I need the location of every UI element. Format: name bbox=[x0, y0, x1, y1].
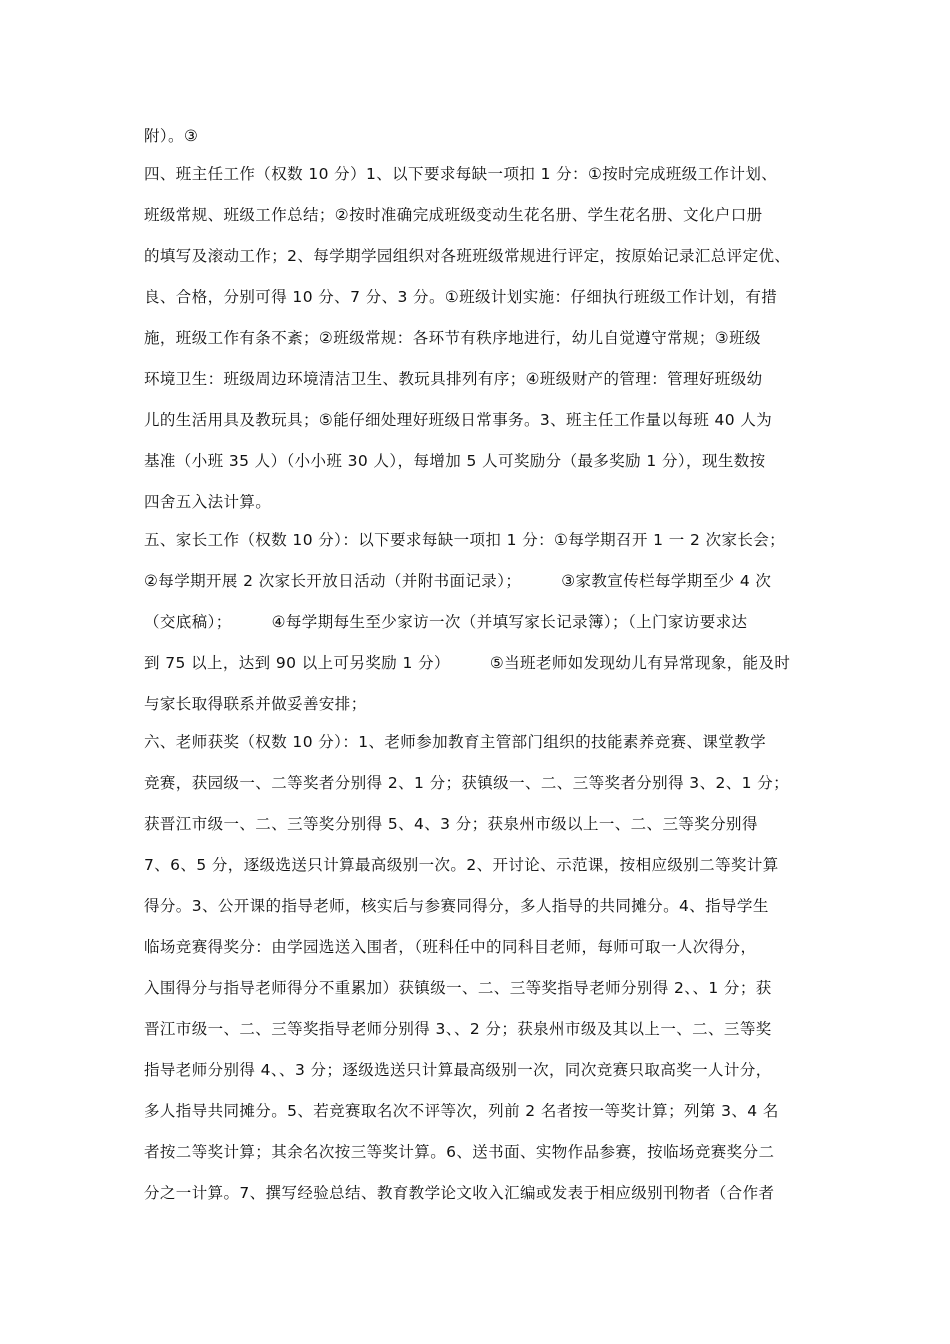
text-line: 儿的生活用具及教玩具；⑤能仔细处理好班级日常事务。3、班主任工作量以每班 40 人为 bbox=[144, 411, 773, 429]
text-line: 六、老师获奖（权数 10 分）：1、老师参加教育主管部门组织的技能素养竞赛、课堂教学 bbox=[144, 733, 766, 751]
text-line: 入围得分与指导老师得分不重累加）获镇级一、二、三等奖指导老师分别得 2、、1 分；获 bbox=[144, 979, 772, 997]
text-line: 获晋江市级一、二、三等奖分别得 5、4、3 分；获泉州市级以上一、二、三等奖分别得 bbox=[144, 815, 758, 833]
text-line: （交底稿）； ④每学期每生至少家访一次（并填写家长记录簿）；（上门家访要求达 bbox=[144, 613, 748, 631]
text-line: 环境卫生：班级周边环境清洁卫生、教玩具排列有序；④班级财产的管理：管理好班级幼 bbox=[144, 370, 763, 388]
text-line: 基准（小班 35 人）（小小班 30 人），每增加 5 人可奖励分（最多奖励 1 分），现生数按 bbox=[144, 452, 766, 470]
text-line: 附）。③ bbox=[144, 127, 199, 145]
text-line: 五、家长工作（权数 10 分）：以下要求每缺一项扣 1 分：①每学期召开 1 一 2 次家长会； bbox=[144, 531, 786, 549]
text-line: ②每学期开展 2 次家长开放日活动（并附书面记录）； ③家教宣传栏每学期至少 4 次 bbox=[144, 572, 772, 590]
text-line: 四舍五入法计算。 bbox=[144, 493, 272, 511]
text-line: 临场竞赛得奖分：由学园选送入围者，（班科任中的同科目老师，每师可取一人次得分， bbox=[144, 938, 757, 956]
text-line: 多人指导共同摊分。5、若竞赛取名次不评等次，列前 2 名者按一等奖计算；列第 3、4 名 bbox=[144, 1102, 779, 1120]
text-line: 四、班主任工作（权数 10 分）1、以下要求每缺一项扣 1 分：①按时完成班级工作计划、 bbox=[144, 165, 778, 183]
text-line: 竞赛，获园级一、二等奖者分别得 2、1 分；获镇级一、二、三等奖者分别得 3、2、1 分； bbox=[144, 774, 790, 792]
text-line: 指导老师分别得 4、、3 分；逐级选送只计算最高级别一次，同次竞赛只取高奖一人计分， bbox=[144, 1061, 772, 1079]
text-line: 7、6、5 分，逐级选送只计算最高级别一次。2、开讨论、示范课，按相应级别二等奖计算 bbox=[144, 856, 779, 874]
text-line: 到 75 以上，达到 90 以上可另奖励 1 分） ⑤当班老师如发现幼儿有异常现象，能及时 bbox=[144, 654, 791, 672]
text-line: 者按二等奖计算；其余名次按三等奖计算。6、送书面、实物作品参赛，按临场竞赛奖分二 bbox=[144, 1143, 775, 1161]
text-line: 施，班级工作有条不紊；②班级常规：各环节有秩序地进行，幼儿自觉遵守常规；③班级 bbox=[144, 329, 761, 347]
text-line: 与家长取得联系并做妥善安排； bbox=[144, 695, 367, 713]
text-line: 分之一计算。7、撰写经验总结、教育教学论文收入汇编或发表于相应级别刊物者（合作者 bbox=[144, 1184, 775, 1202]
text-line: 晋江市级一、二、三等奖指导老师分别得 3、、2 分；获泉州市级及其以上一、二、三等奖 bbox=[144, 1020, 772, 1038]
text-line: 的填写及滚动工作；2、每学期学园组织对各班班级常规进行评定，按原始记录汇总评定优、 bbox=[144, 247, 791, 265]
text-line: 良、合格，分别可得 10 分、7 分、3 分。①班级计划实施：仔细执行班级工作计划，有措 bbox=[144, 288, 778, 306]
text-line: 得分。3、公开课的指导老师，核实后与参赛同得分，多人指导的共同摊分。4、指导学生 bbox=[144, 897, 769, 915]
text-line: 班级常规、班级工作总结；②按时准确完成班级变动生花名册、学生花名册、文化户口册 bbox=[144, 206, 763, 224]
